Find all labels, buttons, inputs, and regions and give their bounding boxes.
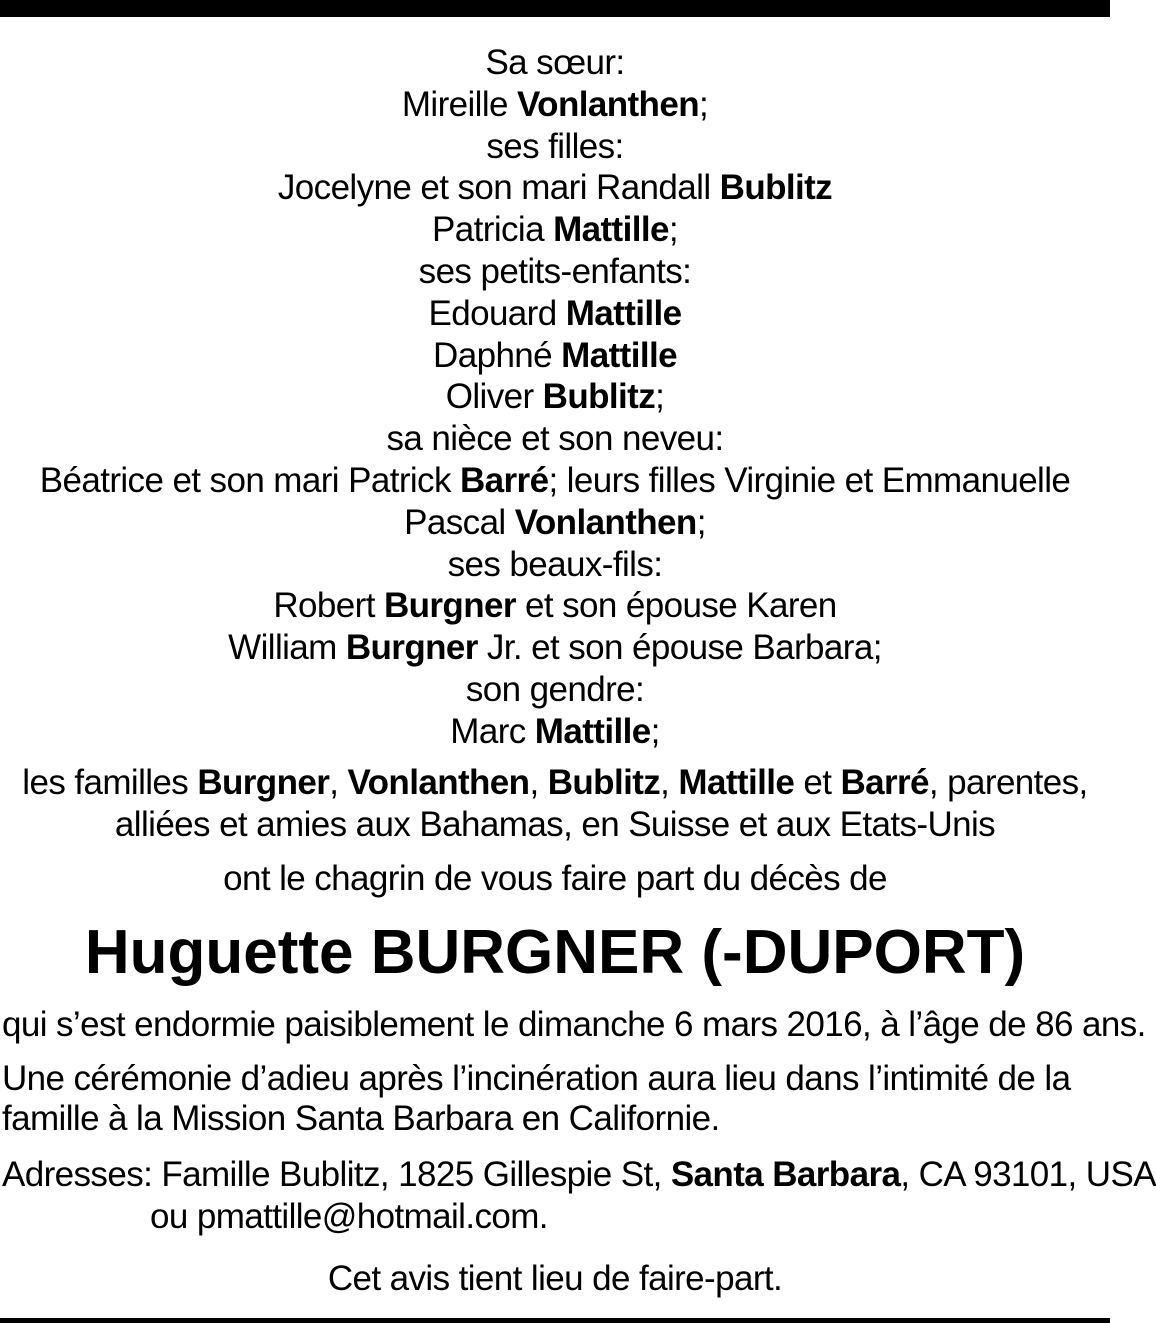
relative-line [0, 126, 1110, 168]
relative-suffix: ; leurs filles Virginie et Emmanuelle [548, 461, 1071, 500]
relative-text: Marc [450, 711, 535, 751]
death-line: qui s’est endormie paisiblement le dimanche 6 mars 2016, à l’âge de 86 ans. [2, 1005, 1146, 1044]
relative-line [0, 627, 1110, 669]
relative-text: Sa sœur: [485, 43, 625, 82]
relative-line [0, 251, 1110, 293]
ceremony-line-2: famille à la Mission Santa Barbara en Californie. [2, 1099, 720, 1138]
relative-surname: Mattille [565, 293, 682, 333]
relative-line [0, 167, 1110, 209]
relative-surname: Vonlanthen [514, 502, 697, 542]
relative-text: ses beaux-fils: [447, 544, 663, 584]
relative-suffix: ; [650, 711, 660, 751]
relative-text: William [228, 628, 346, 668]
relative-line [0, 585, 1110, 627]
relative-text: Robert [273, 586, 384, 626]
relative-line [0, 335, 1110, 377]
deceased-name: Huguette BURGNER (-DUPORT) [84, 918, 1026, 987]
families-line-2: alliées et amies aux Bahamas, en Suisse et aux Etats-Unis [114, 805, 996, 844]
relative-surname: Mattille [534, 711, 651, 751]
relative-text: Pascal [404, 502, 515, 542]
relative-line [0, 544, 1110, 586]
relative-line [0, 42, 1110, 84]
relative-text: Daphné [433, 335, 562, 375]
relative-text: ses petits-enfants: [418, 252, 692, 291]
families-line: les familles Burgner, Vonlanthen, Bublitz, Mattille et Barré, parentes, [22, 763, 1088, 802]
closing-note: Cet avis tient lieu de faire-part. [327, 1259, 783, 1298]
address-line: Adresses: Famille Bublitz, 1825 Gillespie St, Santa Barbara, CA 93101, USA [2, 1155, 1156, 1194]
relative-suffix: ; [655, 377, 665, 417]
relative-surname: Mattille [553, 210, 669, 250]
relative-text: ses filles: [486, 126, 624, 166]
relative-text: sa nièce et son neveu: [386, 419, 724, 459]
relative-suffix: ; [696, 502, 706, 542]
relative-text: Béatrice et son mari Patrick [39, 461, 460, 500]
announcement: ont le chagrin de vous faire part du décès de [223, 859, 887, 898]
relative-suffix: et son épouse Karen [515, 586, 837, 626]
relative-suffix: ; [699, 84, 709, 124]
relative-line [0, 84, 1110, 126]
relative-text: Oliver [445, 377, 543, 417]
address-email: ou pmattille@hotmail.com. [150, 1197, 548, 1236]
relative-surname: Mattille [561, 335, 677, 375]
relative-surname: Burgner [345, 628, 478, 668]
relative-line [0, 418, 1110, 460]
relative-surname: Vonlanthen [517, 84, 699, 124]
relative-line [0, 376, 1110, 418]
relative-surname: Bublitz [719, 168, 833, 208]
relative-text: Edouard [428, 293, 566, 333]
relative-line [0, 502, 1110, 544]
relative-surname: Bublitz [542, 377, 656, 417]
relative-line [0, 711, 1110, 753]
relative-suffix: Jr. et son épouse Barbara; [477, 628, 882, 668]
relative-line [0, 669, 1110, 711]
relative-suffix: ; [668, 210, 678, 250]
relative-line [0, 209, 1110, 251]
relative-line [0, 460, 1110, 502]
relative-surname: Barré [459, 461, 549, 500]
top-rule [0, 0, 1110, 17]
relative-line [0, 293, 1110, 335]
relative-surname: Burgner [383, 586, 516, 626]
relative-text: Mireille [401, 84, 518, 124]
relative-text: Jocelyne et son mari Randall [277, 168, 720, 208]
bottom-rule [0, 1318, 1110, 1323]
relative-text: Patricia [432, 210, 554, 250]
ceremony-line-1: Une cérémonie d’adieu après l’incinération aura lieu dans l’intimité de la [2, 1059, 1071, 1098]
relative-text: son gendre: [465, 670, 645, 709]
